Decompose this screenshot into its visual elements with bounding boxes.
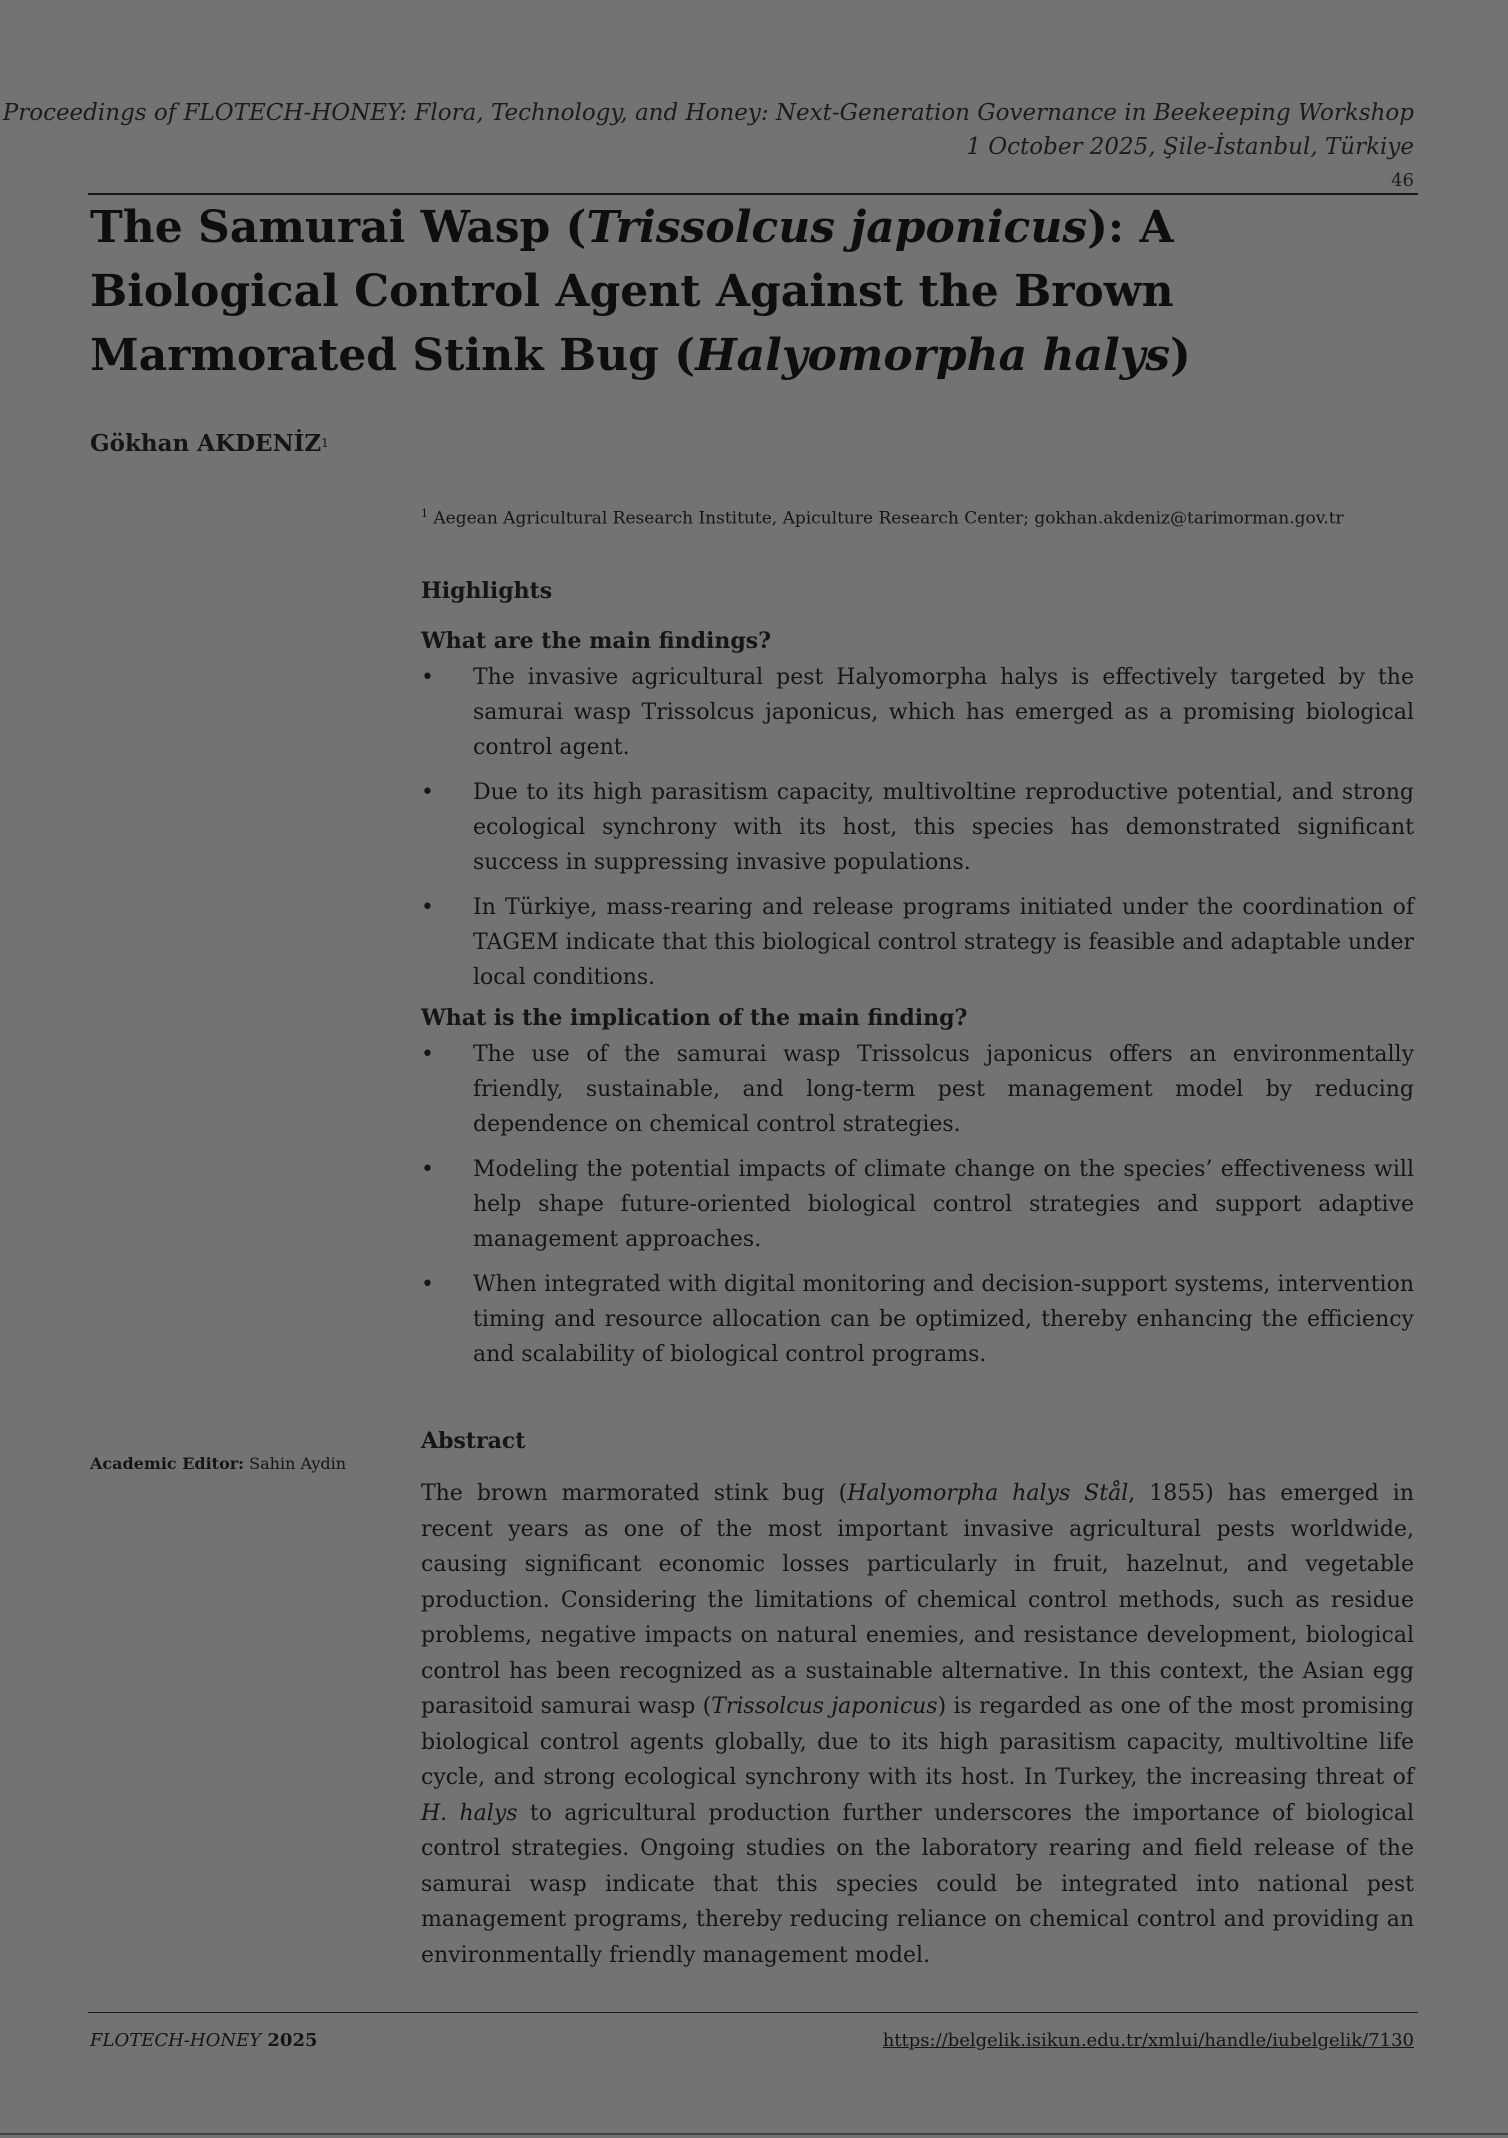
title-text-1: The Samurai Wasp ( [90,202,587,253]
bullet-icon: • [421,1042,434,1067]
author-name: Gökhan AKDENİZ [90,430,322,457]
footer-url-link[interactable]: https://belgelik.isikun.edu.tr/xmlui/handle/iubelgelik/7130 [882,2030,1414,2051]
academic-editor-name: Sahin Aydin [244,1454,347,1473]
abstract-text-4: to agricultural production further underscores the importance of biological control strategies. Ongoing studies on the laboratory rearing and field release of the samurai wasp indicate that this species could be integrated into national pest management programs, thereby reducing reliance on chemical control and providing an environmentally friendly management model. [421,1800,1414,1968]
title-text-3: ) [1170,330,1191,381]
finding-text: The invasive agricultural pest Halyomorpha halys is effectively targeted by the samurai wasp Trissolcus japonicus, which has emerged as a promising biological control agent. [473,665,1414,760]
bullet-icon: • [421,1272,434,1297]
abstract-text-2: , 1855) has emerged in recent years as one of the most important invasive agricultural pests worldwide, causing significant economic losses particularly in fruit, hazelnut, and vegetable production. Considering the limitations of chemical control methods, such as residue problems, negative impacts on natural enemies, and resistance development, biological control has been recognized as a sustainable alternative. In this context, the Asian egg parasitoid samurai wasp ( [421,1481,1415,1719]
abstract-text-3: ) is regarded as one of the most promising biological control agents globally, due to its high parasitism capacity, multivoltine life cycle, and strong ecological synchrony with its host. In Turkey, the increasing threat of [421,1694,1414,1790]
implication-text: Modeling the potential impacts of climate change on the species’ effectiveness will help shape future-oriented biological control strategies and support adaptive management approaches. [473,1157,1414,1252]
footer-journal [90,2030,318,2051]
list-item [421,890,1414,995]
finding-text: Due to its high parasitism capacity, multivoltine reproductive potential, and strong ecological synchrony with its host, this species has demonstrated significant success in suppressing invasive populations. [473,780,1414,875]
article-title [90,196,1420,388]
footer-rule [88,2012,1418,2013]
affiliation-text: Aegean Agricultural Research Institute, Apiculture Research Center; gokhan.akdeniz@tarimorman.gov.tr [428,508,1344,529]
author-affiliation-mark: 1 [321,436,329,450]
implication-text: The use of the samurai wasp Trissolcus japonicus offers an environmentally friendly, sustainable, and long-term pest management model by reducing dependence on chemical control strategies. [473,1042,1414,1137]
abstract-body [421,1476,1414,1973]
abstract-species-1: Halyomorpha halys Stål [847,1481,1129,1506]
implications-list [421,1037,1414,1372]
header-rule [88,193,1418,195]
bullet-icon: • [421,780,434,805]
author-line [90,430,329,457]
list-item [421,1152,1414,1257]
academic-editor-label: Academic Editor: [90,1454,245,1473]
running-header-date-location: 1 October 2025, Şile-İstanbul, Türkiye [966,134,1414,160]
title-species-2: Halyomorpha halys [695,330,1171,381]
bullet-icon: • [421,1157,434,1182]
title-species-1: Trissolcus japonicus [586,202,1088,253]
abstract-heading: Abstract [421,1428,526,1454]
highlights-heading: Highlights [421,578,553,604]
abstract-text-1: The brown marmorated stink bug ( [421,1481,848,1506]
running-header-proceedings: Proceedings of FLOTECH-HONEY: Flora, Technology, and Honey: Next-Generation Governance in Beekeeping Workshop [2,100,1414,126]
bullet-icon: • [421,665,434,690]
footer-year: 2025 [261,2030,318,2051]
academic-editor [90,1454,346,1473]
list-item [421,660,1414,765]
list-item [421,1267,1414,1372]
footer-journal-name: FLOTECH-HONEY [90,2030,262,2051]
implication-heading: What is the implication of the main finding? [421,1005,968,1031]
abstract-species-2: Trissolcus japonicus [711,1694,938,1719]
highlights-section [421,578,1414,1382]
bullet-icon: • [421,895,434,920]
page-bottom-edge [0,2133,1508,2135]
list-item [421,1037,1414,1142]
page-number: 46 [1391,170,1414,191]
affiliation-mark: 1 [421,507,428,520]
findings-list [421,660,1414,995]
abstract-species-3: H. halys [421,1800,518,1826]
implication-text: When integrated with digital monitoring and decision-support systems, intervention timing and resource allocation can be optimized, thereby enhancing the efficiency and scalability of biological control programs. [473,1272,1414,1367]
affiliation [421,507,1344,529]
findings-heading: What are the main findings? [421,628,772,654]
list-item [421,775,1414,880]
title-text-2: ): A Biological Control Agent Against the Brown Marmorated Stink Bug ( [90,202,1174,381]
finding-text: In Türkiye, mass-rearing and release programs initiated under the coordination of TAGEM indicate that this biological control strategy is feasible and adaptable under local conditions. [473,895,1415,990]
